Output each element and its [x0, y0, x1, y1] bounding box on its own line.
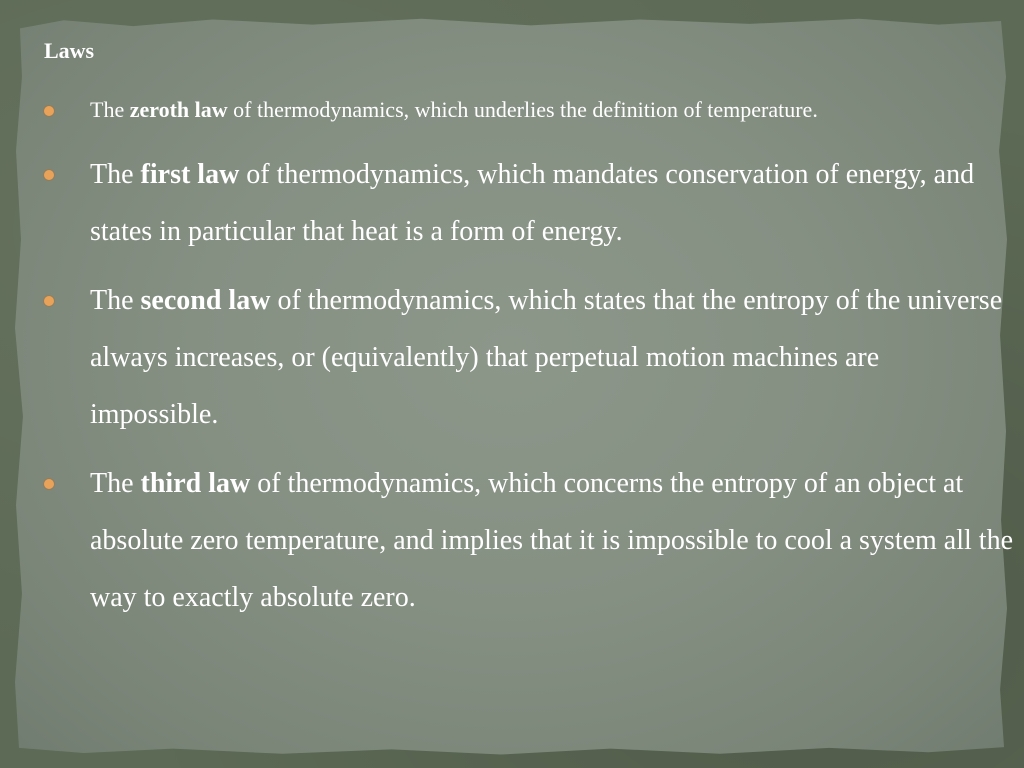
- bullet-term: first law: [140, 159, 240, 190]
- bullet-prefix: The: [90, 468, 141, 499]
- bullet-text: of thermodynamics, which states that the entropy of the universe always increases, or (equivalently) that perpetual motion machines are impossible.: [90, 285, 1003, 430]
- bullet-text: of thermodynamics, which concerns the entropy of an object at absolute zero temperature, and implies that it is impossible to cool a system all the way to exactly absolute zero.: [90, 468, 1014, 613]
- slide-title: Laws: [44, 38, 95, 63]
- bullet-first-law: [44, 146, 1014, 260]
- bullet-dot-icon: [44, 479, 54, 489]
- bullet-third-law: [44, 455, 1014, 626]
- bullet-prefix: The: [90, 159, 141, 190]
- bullet-dot-icon: [44, 106, 54, 116]
- bullet-prefix: The: [90, 97, 130, 122]
- bullet-second-law: [44, 272, 1014, 443]
- bullet-term: second law: [140, 285, 271, 316]
- bullet-prefix: The: [90, 285, 141, 316]
- bullet-term: zeroth law: [129, 97, 228, 122]
- bullet-list: [44, 84, 1014, 626]
- bullet-zeroth-law: [44, 84, 950, 136]
- bullet-term: third law: [140, 468, 251, 499]
- bullet-dot-icon: [44, 170, 54, 180]
- bullet-text: of thermodynamics, which mandates conservation of energy, and states in particular that heat is a form of energy.: [90, 159, 975, 247]
- bullet-text: of thermodynamics, which underlies the definition of temperature.: [227, 97, 818, 122]
- bullet-dot-icon: [44, 296, 54, 306]
